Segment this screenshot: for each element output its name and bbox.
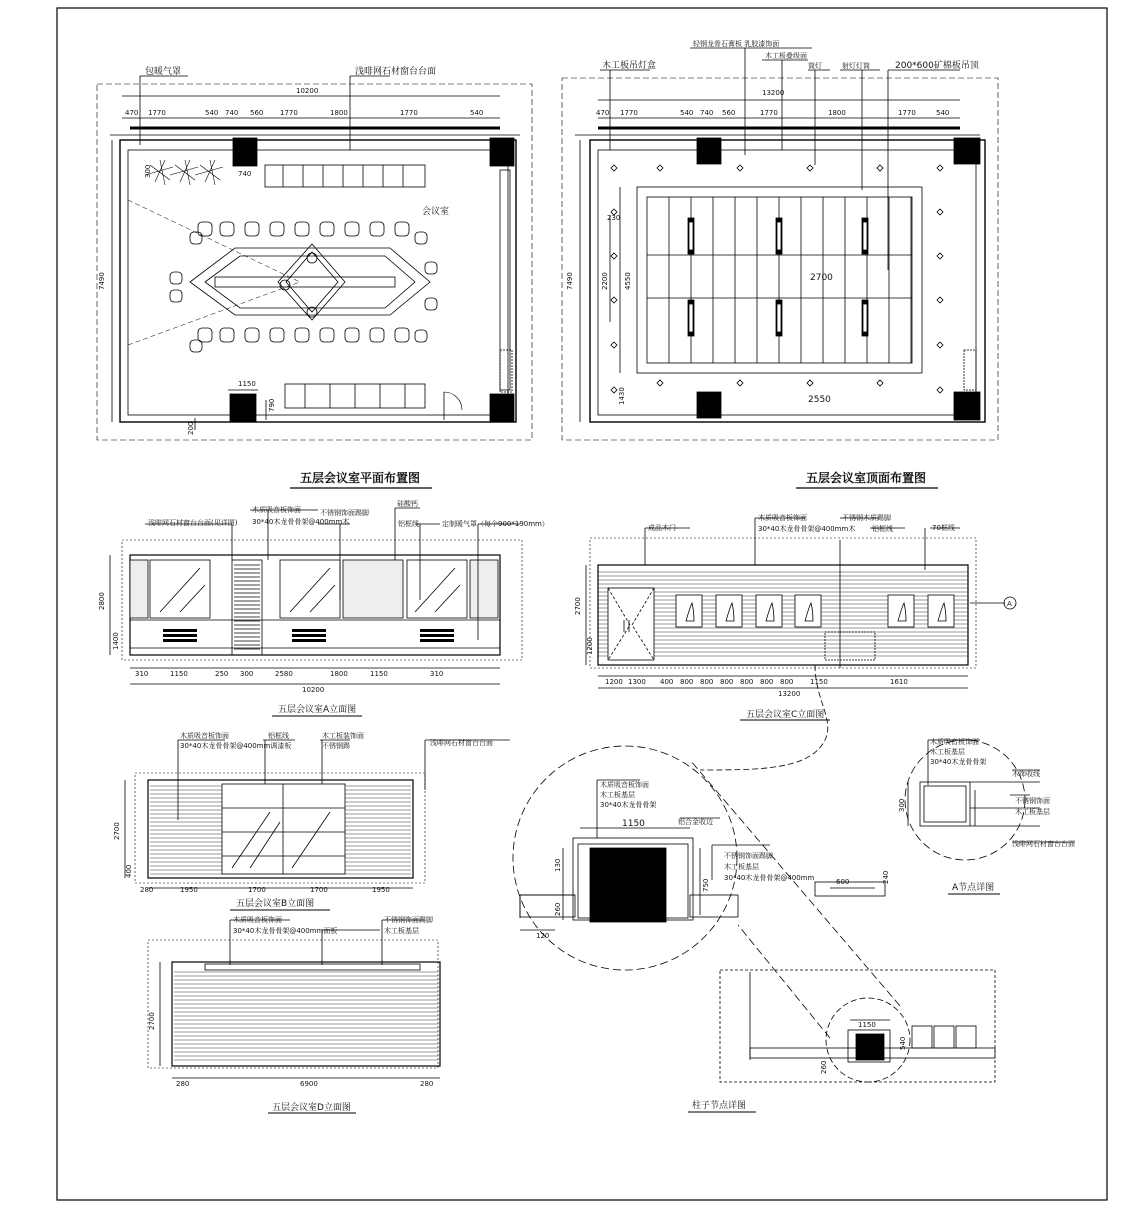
title-detail-column: 柱子节点详图 [692, 1101, 747, 1111]
ceil-label-box: 木工板吊灯盒 [602, 61, 657, 71]
ceil-label-paint: 轻钢龙骨石膏板 乳胶漆饰面 [693, 40, 780, 48]
ceiling-light-inner [777, 222, 781, 250]
elevC-label-line: 铝框线 [872, 525, 893, 533]
chair [245, 222, 259, 236]
ceiling-downlight [937, 209, 943, 215]
ceil-seg-dim: 540 [680, 109, 694, 117]
ceiling-downlight [937, 165, 943, 171]
elevA-label-wood: 木质吸音板饰面 [252, 506, 301, 514]
radiator-vent [163, 629, 197, 632]
ceiling-downlight [611, 387, 617, 393]
chair [415, 330, 427, 342]
elevation-d [148, 920, 440, 1078]
label-air-cover: 包暖气罩 [145, 67, 182, 77]
plan-d740: 740 [238, 170, 252, 178]
chair [370, 328, 384, 342]
chair [345, 222, 359, 236]
radiator-vent [292, 629, 326, 632]
elevB-label-steel: 不锈钢踢 [322, 742, 350, 750]
title-elev-c: 五层会议室C立面图 [746, 710, 825, 720]
ceil-seg-dim: 560 [722, 109, 736, 117]
elevA-dim: 250 [215, 670, 229, 678]
chair [295, 328, 309, 342]
chair [220, 328, 234, 342]
ceil-seg-dim: 1770 [898, 109, 916, 117]
chair [345, 328, 359, 342]
ceiling-downlight [737, 380, 743, 386]
elevB-dim: 1700 [310, 886, 328, 894]
ceiling-downlight [807, 380, 813, 386]
elevB-label-sill: 浅啡网石材窗台台面 [430, 739, 493, 747]
plan-seg-dim: 540 [205, 109, 219, 117]
elevation-b [125, 740, 510, 888]
a-height: 300 [898, 798, 906, 812]
elevB-dim: 1950 [180, 886, 198, 894]
label-sill: 浅啡网石材窗台台面 [355, 67, 437, 77]
elevA-dim: 1150 [170, 670, 188, 678]
chair [198, 328, 212, 342]
ceiling-downlight [807, 165, 813, 171]
elevC-mark-a: A [1007, 600, 1012, 608]
ceil-h-left: 7490 [566, 272, 574, 290]
chair [220, 222, 234, 236]
plan-seg-dim: 740 [225, 109, 239, 117]
chair [270, 328, 284, 342]
plan-height: 7490 [98, 272, 106, 290]
elevC-label-base: 不锈钢木质踢脚 [842, 514, 891, 522]
ceil-seg-dim: 1770 [760, 109, 778, 117]
col-width: 1150 [622, 819, 645, 829]
elevC-dim: 1200 [605, 678, 623, 686]
ceiling-downlight [937, 387, 943, 393]
column-detail [513, 746, 995, 1082]
elevC-dim: 800 [780, 678, 794, 686]
ceiling-downlight [611, 342, 617, 348]
elevA-dim: 2580 [275, 670, 293, 678]
title-elev-a: 五层会议室A立面图 [278, 705, 357, 715]
elevD-h: 2700 [148, 1012, 156, 1030]
ceiling-downlight [657, 165, 663, 171]
ceil-label-spot: 射灯灯筒 [842, 62, 870, 70]
ceiling-downlight [611, 165, 617, 171]
a-label-line: 木饰收线 [1012, 770, 1040, 778]
ceiling-light-inner [863, 304, 867, 332]
elevC-dim: 800 [700, 678, 714, 686]
elevB-label-box: 木工板装饰面 [322, 732, 364, 740]
elevD-label-wood: 木质吸音板饰面 [233, 916, 282, 924]
floor-plan [97, 76, 532, 440]
col-label-board: 木工板基层 [724, 863, 759, 871]
plan-seg-dim: 560 [250, 109, 264, 117]
ceil-total-width: 13200 [762, 89, 785, 97]
ceil-h-1430: 1430 [618, 387, 626, 405]
elevC-h2: 1200 [586, 637, 594, 655]
ceil-h-230: 230 [607, 214, 621, 222]
elevC-dim: 800 [720, 678, 734, 686]
plan-d790: 790 [268, 398, 276, 412]
elevC-h1: 2700 [574, 597, 582, 615]
col-label-wood: 木质吸音板饰面 [600, 781, 649, 789]
ceil-label-downlight: 筒灯 [808, 62, 822, 70]
chair [295, 222, 309, 236]
ceiling-downlight [657, 380, 663, 386]
a-label-keel: 30*40木龙骨骨架 [930, 758, 987, 766]
chair [415, 232, 427, 244]
col-h540: 540 [899, 1036, 907, 1050]
ceil-label-panel: 200*600矿棉板吊顶 [895, 61, 979, 71]
elevation-a [110, 508, 522, 684]
elevC-dim: 800 [680, 678, 694, 686]
chair [170, 272, 182, 284]
radiator-vent [163, 634, 197, 637]
ceil-h-inner: 4550 [624, 272, 632, 290]
plan-seg-dim: 1770 [400, 109, 418, 117]
radiator-vent [420, 634, 454, 637]
col-w1150b: 1150 [858, 1021, 876, 1029]
elevC-dim: 1300 [628, 678, 646, 686]
chair [320, 328, 334, 342]
elevB-label-wood: 木质吸音板饰面 [180, 732, 229, 740]
col-h130: 130 [554, 858, 562, 872]
elevD-label-base: 木工板基层 [384, 927, 419, 935]
ceil-seg-dim: 740 [700, 109, 714, 117]
radiator-vent [420, 629, 454, 632]
elevB-label-line: 铝框线 [268, 732, 289, 740]
elevC-dim: 1150 [810, 678, 828, 686]
elevA-dim: 1150 [370, 670, 388, 678]
elevB-w-edge: 280 [140, 886, 154, 894]
elevB-dim: 1700 [248, 886, 266, 894]
radiator-vent [292, 639, 326, 642]
elevC-label-door: 成品木门 [648, 524, 676, 532]
elevB-h2: 400 [125, 864, 133, 878]
plan-column-width: 1150 [238, 380, 256, 388]
ceiling-downlight [937, 342, 943, 348]
elevD-edge-l: 280 [176, 1080, 190, 1088]
elevB-h: 2700 [113, 822, 121, 840]
ceil-seg-dim: 470 [596, 109, 610, 117]
elevA-h1: 2800 [98, 592, 106, 610]
ceil-seg-dim: 1800 [828, 109, 846, 117]
ceiling-plan-text [566, 39, 980, 488]
ceiling-plan [562, 48, 998, 440]
elevC-total: 13200 [778, 690, 801, 698]
ceil-seg-dim: 540 [936, 109, 950, 117]
elevC-dim: 800 [740, 678, 754, 686]
label-room: 会议室 [422, 207, 450, 217]
ceiling-light-inner [863, 222, 867, 250]
title-detail-a: A节点详图 [952, 883, 995, 893]
elevA-label-sill: 浅啡网石材窗台台面(见详图) [148, 519, 238, 527]
elevD-label-keel: 30*40木龙骨骨架@400mm面板 [233, 927, 338, 935]
chair [370, 222, 384, 236]
ceil-label-wood: 木工板叠级面 [765, 52, 807, 60]
plan-total-width: 10200 [296, 87, 319, 95]
ceiling-light-inner [689, 304, 693, 332]
col-w600: 600 [836, 878, 850, 886]
chair [425, 298, 437, 310]
chair [320, 222, 334, 236]
plan-seg-dim: 470 [125, 109, 139, 117]
elevation-d-text [148, 915, 433, 1113]
col-label-keel2: 30*40木龙骨骨架@400mm [724, 874, 815, 882]
title-elev-b: 五层会议室B立面图 [236, 899, 315, 909]
col-w240: 240 [882, 870, 890, 884]
ceiling-downlight [611, 253, 617, 259]
radiator-vent [163, 639, 197, 642]
elevC-label-keel: 30*40木龙骨骨架@400mm木 [758, 525, 856, 533]
elevA-label-glass: 硅酸钙 [397, 500, 418, 508]
chair [198, 222, 212, 236]
ceil-seg-dim: 1770 [620, 109, 638, 117]
elevA-label-keel: 30*40木龙骨骨架@400mm木 [252, 518, 350, 526]
elevC-dim: 800 [760, 678, 774, 686]
ceiling-light-inner [777, 304, 781, 332]
col-h260b: 260 [820, 1060, 828, 1074]
elevA-label-vent: 定制暖气罩（每个900*190mm） [442, 520, 549, 528]
elevA-dim: 310 [430, 670, 444, 678]
elevA-dim: 300 [240, 670, 254, 678]
ceiling-downlight [737, 165, 743, 171]
chair [395, 328, 409, 342]
col-w120: 120 [536, 932, 550, 940]
chair [270, 222, 284, 236]
elevA-dim: 1800 [330, 670, 348, 678]
radiator-vent [292, 634, 326, 637]
radiator-vent [420, 639, 454, 642]
a-detail-text [898, 737, 1075, 894]
title-elev-d: 五层会议室D立面图 [272, 1103, 351, 1113]
elevC-label-70: 70框线 [932, 524, 955, 532]
elevation-c [586, 518, 1016, 770]
ceiling-downlight [937, 297, 943, 303]
plan-seg-dim: 1800 [330, 109, 348, 117]
ceiling-downlight [937, 253, 943, 259]
plan-d300: 300 [144, 164, 152, 178]
ceiling-downlight [611, 297, 617, 303]
col-h750: 750 [702, 878, 710, 892]
plan-seg-dim: 540 [470, 109, 484, 117]
elevC-label-wood: 木质吸音板饰面 [758, 514, 807, 522]
ceil-level-2550: 2550 [808, 395, 831, 405]
col-label-keel: 30*40木龙骨骨架 [600, 801, 657, 809]
elevC-dim: 400 [660, 678, 674, 686]
elevD-edge-r: 280 [420, 1080, 434, 1088]
elevD-total: 6900 [300, 1080, 318, 1088]
elevA-label-steel: 不锈钢饰面踢脚 [320, 509, 369, 517]
elevA-dim: 310 [135, 670, 149, 678]
a-label-base: 木工板基层 [930, 748, 965, 756]
a-label-board: 木工板基层 [1015, 808, 1050, 816]
ceil-h-2200: 2200 [601, 272, 609, 290]
col-label-corner: 铝合金收边 [678, 818, 713, 826]
col-label-steel: 不锈钢饰面踢脚 [724, 852, 773, 860]
a-label-stone: 浅啡网石材窗台台面 [1012, 840, 1075, 848]
col-h260: 260 [554, 902, 562, 916]
ceiling-downlight [877, 380, 883, 386]
plan-seg-dim: 1770 [280, 109, 298, 117]
elevB-label-keel: 30*40木龙骨骨架@400mm调漆板 [180, 742, 292, 750]
ceil-level-2700: 2700 [810, 273, 833, 283]
elevB-dim: 1950 [372, 886, 390, 894]
col-label-base: 木工板基层 [600, 791, 635, 799]
title-ceiling: 五层会议室顶面布置图 [806, 471, 927, 485]
elevC-dim: 1610 [890, 678, 908, 686]
chair [190, 232, 202, 244]
elevA-total: 10200 [302, 686, 325, 694]
chair [170, 290, 182, 302]
chair [395, 222, 409, 236]
ceiling-light-inner [689, 222, 693, 250]
chair [245, 328, 259, 342]
elevD-label-steel: 不锈钢饰面踢脚 [384, 916, 433, 924]
title-plan: 五层会议室平面布置图 [300, 471, 421, 485]
elevA-h2: 1400 [112, 632, 120, 650]
plan-d200: 200 [187, 421, 195, 435]
plan-seg-dim: 1770 [148, 109, 166, 117]
a-label-steel: 不锈钢饰面 [1015, 797, 1050, 805]
chair [425, 262, 437, 274]
a-label-wood: 木质吸音板饰面 [930, 738, 979, 746]
ceiling-downlight [877, 165, 883, 171]
elevA-label-line: 铝框线 [398, 520, 419, 528]
